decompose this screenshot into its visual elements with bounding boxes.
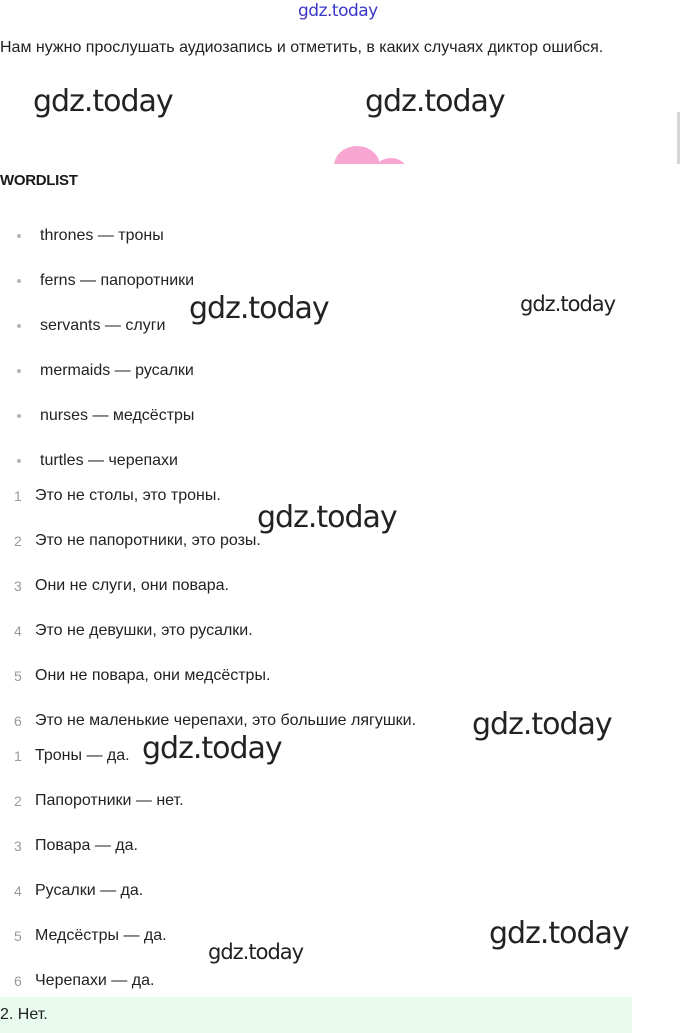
watermark: gdz.today xyxy=(520,292,616,316)
answer-item xyxy=(0,925,184,970)
item-number: 5 xyxy=(14,928,22,944)
bullet-icon xyxy=(17,369,21,373)
statement-text: Это не маленькие черепахи, это большие лягушки. xyxy=(35,712,417,729)
watermark: gdz.today xyxy=(189,291,329,326)
statement-item xyxy=(0,575,416,620)
item-number: 3 xyxy=(14,838,22,854)
item-number: 1 xyxy=(14,748,22,764)
statement-item xyxy=(0,530,416,575)
answer-text: Повара — да. xyxy=(35,837,138,854)
bullet-icon xyxy=(17,414,21,418)
item-number: 4 xyxy=(14,883,22,899)
wordlist-item-text: servants — слуги xyxy=(40,317,166,334)
bullet-icon xyxy=(17,324,21,328)
item-number: 5 xyxy=(14,668,22,684)
bullet-icon xyxy=(17,279,21,283)
wordlist-item-text: mermaids — русалки xyxy=(40,362,194,379)
wordlist xyxy=(0,216,194,486)
answer-item xyxy=(0,880,184,925)
watermark: gdz.today xyxy=(208,940,304,964)
wordlist-item xyxy=(0,306,194,351)
wordlist-item xyxy=(0,261,194,306)
answer-text: Черепахи — да. xyxy=(35,972,155,989)
answer-bar: 2. Нет. xyxy=(0,997,632,1033)
wordlist-title: WORDLIST xyxy=(0,172,78,189)
wordlist-item-text: ferns — папоротники xyxy=(40,272,195,289)
answer-item xyxy=(0,835,184,880)
header-watermark: gdz.today xyxy=(298,1,378,21)
answer-text: Троны — да. xyxy=(35,747,130,764)
answers-list xyxy=(0,745,184,1015)
item-number: 2 xyxy=(14,533,22,549)
statement-text: Это не девушки, это русалки. xyxy=(35,622,253,639)
watermark: gdz.today xyxy=(142,731,282,766)
item-number: 4 xyxy=(14,623,22,639)
answer-text: Медсёстры — да. xyxy=(35,927,167,944)
watermark: gdz.today xyxy=(257,500,397,535)
answer-item xyxy=(0,790,184,835)
bullet-icon xyxy=(17,234,21,238)
item-number: 3 xyxy=(14,578,22,594)
wordlist-item xyxy=(0,396,194,441)
wordlist-item xyxy=(0,216,194,261)
wordlist-item-text: nurses — медсёстры xyxy=(40,407,195,424)
wordlist-item-text: turtles — черепахи xyxy=(40,452,178,469)
answer-text: Русалки — да. xyxy=(35,882,144,899)
item-number: 6 xyxy=(14,713,22,729)
statement-text: Это не папоротники, это розы. xyxy=(35,532,261,549)
watermark: gdz.today xyxy=(472,707,612,742)
watermark: gdz.today xyxy=(365,84,505,119)
statement-text: Они не повара, они медсёстры. xyxy=(35,667,271,684)
wordlist-item xyxy=(0,441,194,486)
watermark: gdz.today xyxy=(33,84,173,119)
statement-text: Они не слуги, они повара. xyxy=(35,577,229,594)
statement-item xyxy=(0,620,416,665)
watermark: gdz.today xyxy=(489,916,629,951)
answer-text: Папоротники — нет. xyxy=(35,792,184,809)
intro-paragraph: Нам нужно прослушать аудиозапись и отметить, в каких случаях диктор ошибся. xyxy=(0,39,604,56)
pink-decoration xyxy=(334,146,414,164)
item-number: 1 xyxy=(14,488,22,504)
bullet-icon xyxy=(17,459,21,463)
wordlist-item-text: thrones — троны xyxy=(40,227,164,244)
item-number: 6 xyxy=(14,973,22,989)
item-number: 2 xyxy=(14,793,22,809)
statement-text: Это не столы, это троны. xyxy=(35,487,221,504)
statement-item xyxy=(0,665,416,710)
wordlist-item xyxy=(0,351,194,396)
